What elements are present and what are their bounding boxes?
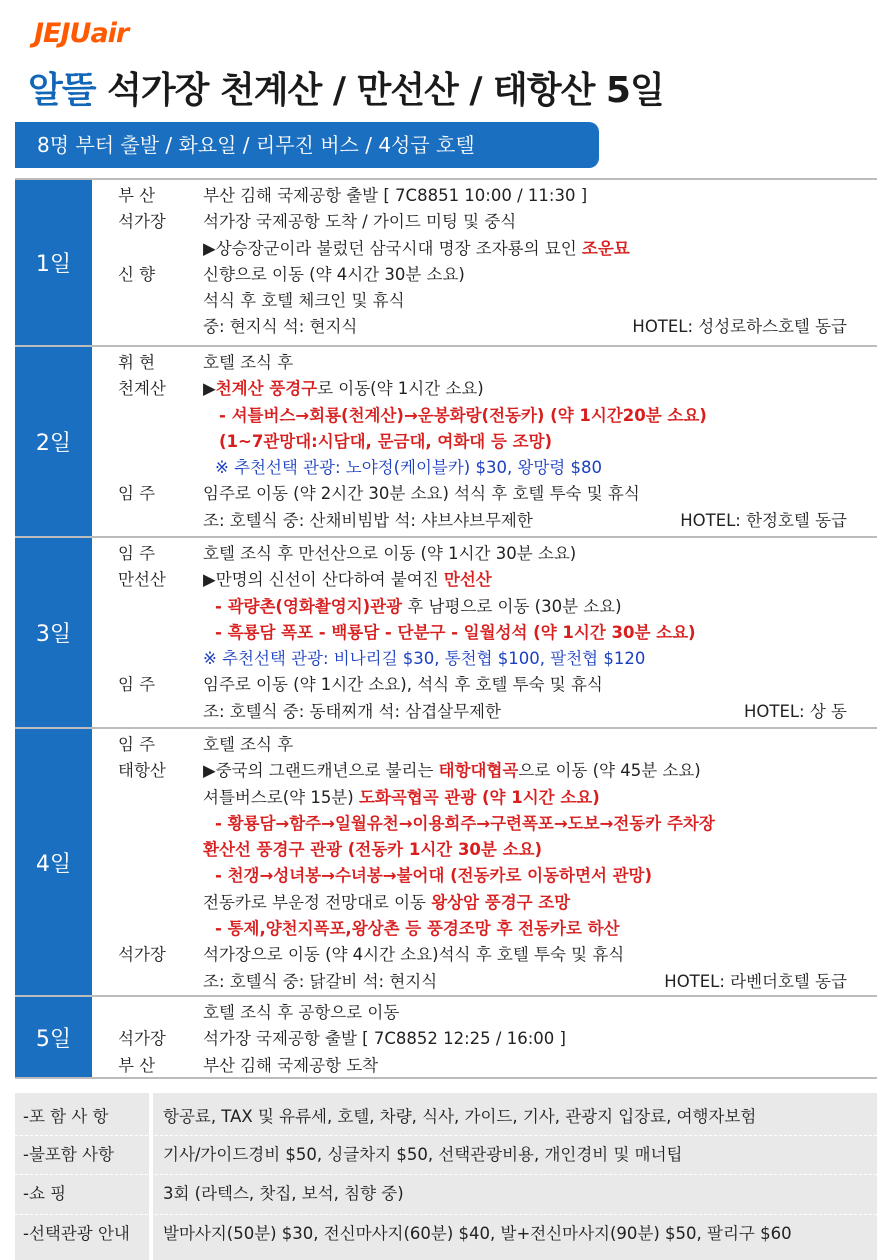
place-name: 만선산 <box>118 570 166 590</box>
hotel-info: HOTEL: 라벤더호텔 동급 <box>664 971 847 991</box>
place-name: 천계산 <box>118 379 166 399</box>
itinerary-row <box>15 403 877 429</box>
schedule-description <box>203 481 847 507</box>
schedule-description <box>203 758 847 784</box>
day-block <box>15 997 877 1079</box>
schedule-description <box>203 209 847 235</box>
schedule-description <box>203 732 847 758</box>
day-label: 4일 <box>15 729 92 995</box>
page-title <box>28 62 664 113</box>
schedule-description <box>203 672 847 698</box>
schedule-description <box>203 811 847 837</box>
description-text: 임주로 이동 (약 2시간 30분 소요) 석식 후 호텔 투숙 및 휴식 <box>203 484 640 504</box>
description-text: 석식 후 호텔 체크인 및 휴식 <box>203 291 405 311</box>
schedule-description <box>203 541 847 567</box>
itinerary-row <box>15 350 877 376</box>
description-text: ▶상승장군이라 불렀던 삼국시대 명장 조자룡의 묘인 <box>203 238 582 258</box>
schedule-description <box>203 890 847 916</box>
itinerary-row <box>15 455 877 481</box>
itinerary-row <box>15 1026 877 1052</box>
highlight-text: 왕상암 풍경구 조망 <box>431 892 571 912</box>
schedule-description <box>203 1000 847 1026</box>
schedule-description <box>203 942 847 968</box>
itinerary-row <box>15 863 877 889</box>
place-name: 부 산 <box>118 186 156 205</box>
description-text: 후 남평으로 이동 (30분 소요) <box>402 596 622 616</box>
highlight-text: (1~7관망대:시담대, 문금대, 여화대 등 조망) <box>219 431 553 451</box>
highlight-text: - 곽량촌(영화촬영지)관광 <box>215 596 403 616</box>
description-text: ▶ <box>203 379 216 399</box>
info-separator <box>15 1174 877 1175</box>
info-value: 3회 (라텍스, 찻집, 보석, 침향 중) <box>163 1184 404 1203</box>
day-label: 1일 <box>15 180 92 345</box>
itinerary-row <box>15 969 877 995</box>
schedule-description <box>203 262 847 288</box>
place-name: 임 주 <box>118 735 156 754</box>
itinerary-row <box>15 672 877 698</box>
description-text: 로 이동(약 1시간 소요) <box>317 379 484 399</box>
description-text: 호텔 조식 후 <box>203 353 294 372</box>
highlight-text: - 통제,양천지폭포,왕상촌 등 풍경조망 후 전동카로 하산 <box>215 919 620 939</box>
itinerary-row <box>15 376 877 402</box>
itinerary-row <box>15 837 877 863</box>
day-label: 2일 <box>15 347 92 536</box>
itinerary-row <box>15 209 877 235</box>
schedule-description <box>203 429 847 455</box>
info-table <box>15 1093 877 1260</box>
schedule-description <box>203 594 847 620</box>
schedule-description <box>203 288 847 314</box>
schedule-description <box>203 837 847 863</box>
info-label: -포 함 사 항 <box>23 1107 109 1126</box>
itinerary-row <box>15 541 877 567</box>
hotel-info: HOTEL: 한정호텔 동급 <box>680 510 847 530</box>
place-name: 신 향 <box>118 264 156 284</box>
schedule-description <box>203 916 847 942</box>
itinerary-row <box>15 288 877 314</box>
schedule-description <box>203 620 847 646</box>
itinerary-row <box>15 699 877 725</box>
itinerary-row <box>15 620 877 646</box>
highlight-text: 환산선 풍경구 관광 (전동카 1시간 30분 소요) <box>203 840 543 860</box>
description-text: ▶중국의 그랜드캐년으로 불리는 <box>203 761 439 781</box>
place-name: 임 주 <box>118 544 156 563</box>
itinerary-row <box>15 262 877 288</box>
description-text: 호텔 조식 후 공항으로 이동 <box>203 1003 400 1022</box>
info-value: 발마사지(50분) $30, 전신마사지(60분) $40, 발+전신마사지(90분) $50, 팔리구 $60 <box>163 1224 792 1243</box>
highlight-text: 태항대협곡 <box>438 761 519 781</box>
tour-conditions-banner: 8명 부터 출발 / 화요일 / 리무진 버스 / 4성급 호텔 <box>15 122 599 168</box>
schedule-description <box>203 183 847 209</box>
place-name: 태항산 <box>118 761 166 781</box>
highlight-text: - 흑룡담 폭포 - 백룡담 - 단분구 - 일월성석 (약 1시간 30분 소요) <box>215 622 696 642</box>
place-name: 석가장 <box>118 945 166 965</box>
description-text: 호텔 조식 후 <box>203 735 294 754</box>
info-separator <box>15 1214 877 1215</box>
place-name: 부 산 <box>118 1055 156 1075</box>
description-text: 석가장 국제공항 도착 / 가이드 미팅 및 중식 <box>203 212 517 232</box>
day-block <box>15 538 877 729</box>
itinerary-table <box>15 178 877 1079</box>
description-text: 호텔 조식 후 만선산으로 이동 (약 1시간 30분 소요) <box>203 544 577 563</box>
schedule-description <box>203 567 847 593</box>
schedule-description <box>203 376 847 402</box>
description-text: 신향으로 이동 (약 4시간 30분 소요) <box>203 264 465 284</box>
highlight-text: 만선산 <box>443 570 492 590</box>
schedule-description <box>203 236 847 262</box>
description-text: 으로 이동 (약 45분 소요) <box>518 761 701 781</box>
schedule-description <box>203 863 847 889</box>
info-label: -쇼 핑 <box>23 1184 67 1203</box>
description-text: 부산 김해 국제공항 도착 <box>203 1055 379 1075</box>
info-row <box>15 1136 877 1173</box>
schedule-description <box>203 785 847 811</box>
itinerary-row <box>15 942 877 968</box>
day-block <box>15 729 877 997</box>
info-label: -불포함 사항 <box>23 1145 114 1164</box>
itinerary-row <box>15 1000 877 1026</box>
schedule-description <box>203 1053 847 1079</box>
itinerary-row <box>15 758 877 784</box>
itinerary-row <box>15 183 877 209</box>
schedule-description <box>203 403 847 429</box>
description-text: 석가장 국제공항 출발 [ 7C8852 12:25 / 16:00 ] <box>203 1029 566 1049</box>
description-text: 전동카로 부운정 전망대로 이동 <box>203 892 432 912</box>
place-name: 휘 현 <box>118 353 156 372</box>
description-text: ▶만명의 신선이 산다하여 붙여진 <box>203 570 444 590</box>
itinerary-row <box>15 508 877 534</box>
jejuair-logo: JEJUair <box>34 18 129 49</box>
info-value: 기사/가이드경비 $50, 싱글차지 $50, 선택관광비용, 개인경비 및 매너팁 <box>163 1145 683 1164</box>
description-text: 임주로 이동 (약 1시간 소요), 석식 후 호텔 투숙 및 휴식 <box>203 675 603 695</box>
place-name: 석가장 <box>118 1029 166 1049</box>
highlight-text: 도화곡협곡 관광 (약 1시간 소요) <box>358 787 600 807</box>
info-row <box>15 1175 877 1212</box>
place-name: 임 주 <box>118 484 156 504</box>
description-text: 조: 호텔식 중: 산채비빔밥 석: 샤브샤브무제한 <box>203 510 533 530</box>
day-label: 3일 <box>15 538 92 727</box>
info-row <box>15 1215 877 1252</box>
highlight-text: 조운묘 <box>581 238 630 258</box>
itinerary-row <box>15 811 877 837</box>
itinerary-row <box>15 916 877 942</box>
itinerary-row <box>15 236 877 262</box>
itinerary-row <box>15 567 877 593</box>
info-value: 항공료, TAX 및 유류세, 호텔, 차량, 식사, 가이드, 기사, 관광지 입장료, 여행자보험 <box>163 1107 757 1126</box>
place-name: 석가장 <box>118 212 166 232</box>
itinerary-row <box>15 1053 877 1079</box>
itinerary-row <box>15 314 877 340</box>
description-text: 부산 김해 국제공항 출발 [ 7C8851 10:00 / 11:30 ] <box>203 186 588 205</box>
day-block <box>15 180 877 347</box>
highlight-text: - 황룡담→함주→일월유천→이용희주→구련폭포→도보→전동카 주차장 <box>215 813 715 833</box>
itinerary-row <box>15 785 877 811</box>
itinerary-row <box>15 890 877 916</box>
itinerary-row <box>15 646 877 672</box>
schedule-description <box>203 646 847 672</box>
highlight-text: 천계산 풍경구 <box>215 379 318 399</box>
info-separator <box>15 1135 877 1136</box>
highlight-text: - 천갱→성녀봉→수녀봉→불어대 (전동카로 이동하면서 관망) <box>215 866 653 886</box>
optional-tour-text: ※ 추천선택 관광: 노야정(케이블카) $30, 왕망령 $80 <box>215 458 602 478</box>
day-block <box>15 347 877 538</box>
optional-tour-text: ※ 추천선택 관광: 비나리길 $30, 통천협 $100, 팔천협 $120 <box>203 649 646 669</box>
place-name: 임 주 <box>118 675 156 695</box>
schedule-description <box>203 350 847 376</box>
title-main: 석가장 천계산 / 만선산 / 태항산 5일 <box>95 70 664 111</box>
schedule-description <box>203 1026 847 1052</box>
hotel-info: HOTEL: 성성로하스호텔 동급 <box>632 317 847 337</box>
itinerary-row <box>15 481 877 507</box>
itinerary-row <box>15 429 877 455</box>
title-accent: 알뜰 <box>28 70 96 111</box>
description-text: 중: 현지식 석: 현지식 <box>203 317 358 337</box>
info-label: -선택관광 안내 <box>23 1224 130 1243</box>
description-text: 조: 호텔식 중: 동태찌개 석: 삼겹살무제한 <box>203 701 501 721</box>
hotel-info: HOTEL: 상 동 <box>743 701 847 721</box>
description-text: 석가장으로 이동 (약 4시간 소요)석식 후 호텔 투숙 및 휴식 <box>203 945 625 965</box>
itinerary-row <box>15 594 877 620</box>
description-text: 조: 호텔식 중: 닭갈비 석: 현지식 <box>203 971 438 991</box>
highlight-text: - 셔틀버스→회룡(천계산)→운봉화랑(전동카) (약 1시간20분 소요) <box>219 405 707 425</box>
info-row <box>15 1098 877 1135</box>
description-text: 셔틀버스로(약 15분) <box>203 787 359 807</box>
itinerary-row <box>15 732 877 758</box>
schedule-description <box>203 455 847 481</box>
day-label: 5일 <box>15 997 92 1077</box>
